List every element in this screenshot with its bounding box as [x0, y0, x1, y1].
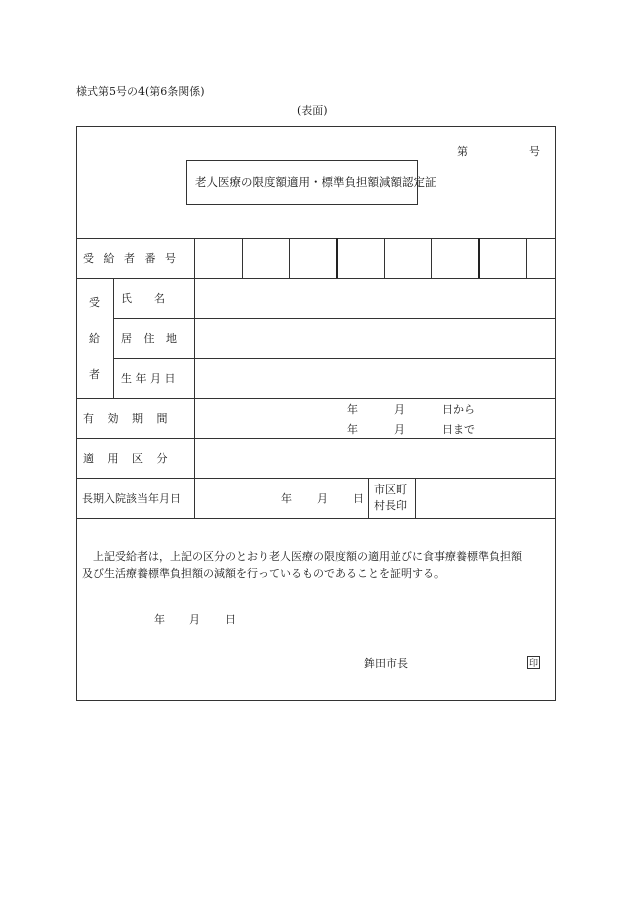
certification-text-line1: 上記受給者は，上記の区分のとおり老人医療の限度額の適用並びに食事療養標準負担額: [93, 550, 522, 563]
validity-from-day: 日から: [442, 403, 475, 416]
divider: [76, 398, 556, 399]
issue-year: 年: [154, 613, 165, 626]
validity-to-day: 日まで: [442, 423, 475, 436]
address-label: 居 住 地: [121, 332, 181, 345]
divider: [113, 358, 556, 359]
divider: [76, 518, 556, 519]
validity-to-year: 年: [347, 423, 358, 436]
certification-text-line2: 及び生活療養標準負担額の減額を行っているものであることを証明する。: [82, 567, 445, 580]
validity-to-month: 月: [394, 423, 405, 436]
long-term-day: 日: [353, 492, 364, 505]
digit-box-divider: [478, 238, 480, 278]
digit-box-divider: [336, 238, 338, 278]
recipient-group-char: 受: [89, 296, 100, 309]
divider: [76, 238, 556, 239]
validity-from-year: 年: [347, 403, 358, 416]
mayor-seal-label: 市区町: [374, 483, 407, 496]
divider: [76, 478, 556, 479]
divider: [113, 318, 556, 319]
long-term-label: 長期入院該当年月日: [82, 492, 181, 505]
digit-box-divider: [384, 238, 385, 278]
number-suffix: 号: [529, 145, 540, 158]
group-column-divider: [113, 278, 114, 398]
recipient-number-label: 受 給 者 番 号: [83, 252, 179, 265]
issue-month: 月: [189, 613, 200, 626]
validity-label: 有 効 期 間: [83, 412, 173, 425]
long-term-month: 月: [317, 492, 328, 505]
label-column-divider: [194, 238, 195, 518]
issue-day: 日: [225, 613, 236, 626]
seal-stamp: [527, 656, 540, 669]
category-label: 適 用 区 分: [83, 452, 173, 465]
recipient-group-char: 給: [89, 332, 100, 345]
mayor-seal-label: 村長印: [374, 499, 407, 512]
form-number: 様式第5号の4(第6条関係): [76, 85, 205, 98]
digit-box-divider: [242, 238, 243, 278]
seal-label-divider: [368, 478, 369, 518]
birthdate-label: 生 年 月 日: [121, 372, 176, 385]
validity-from-month: 月: [394, 403, 405, 416]
seal-stamp-text: 印: [528, 659, 538, 669]
number-prefix: 第: [457, 145, 468, 158]
digit-box-divider: [289, 238, 290, 278]
long-term-year: 年: [281, 492, 292, 505]
recipient-group-char: 者: [89, 368, 100, 381]
divider: [76, 438, 556, 439]
certificate-title: 老人医療の限度額適用・標準負担額減額認定証: [195, 175, 437, 189]
seal-area-divider: [415, 478, 416, 518]
divider: [76, 278, 556, 279]
name-label: 氏 名: [121, 292, 165, 305]
issuer-name: 鉾田市長: [364, 657, 408, 670]
digit-box-divider: [526, 238, 527, 278]
side-label: (表面): [297, 104, 328, 117]
digit-box-divider: [431, 238, 432, 278]
